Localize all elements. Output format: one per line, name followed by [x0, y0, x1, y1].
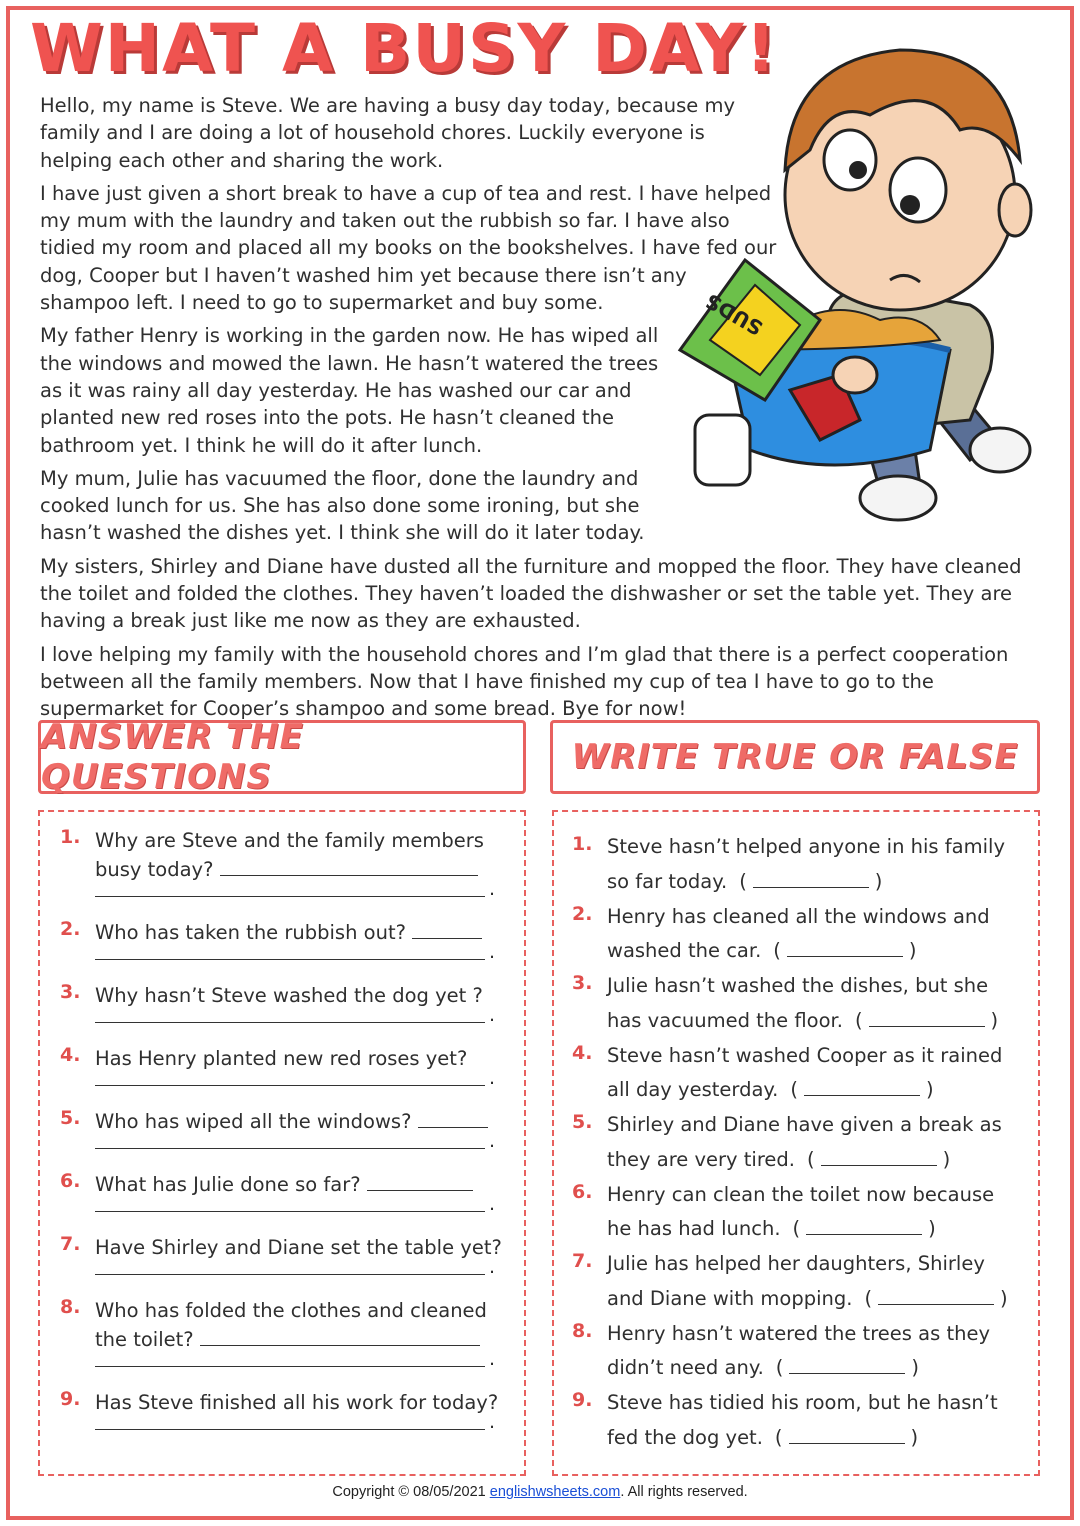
answer-line[interactable]	[95, 947, 485, 960]
answer-blank[interactable]	[220, 857, 478, 876]
tf-number: 9.	[572, 1389, 593, 1411]
question-number: 1.	[60, 826, 81, 848]
question-number: 8.	[60, 1296, 81, 1318]
question-item	[60, 826, 510, 890]
tf-text: Julie has helped her daughters, Shirley and Diane with mopping.	[607, 1252, 985, 1310]
tf-number: 7.	[572, 1250, 593, 1272]
tf-item: 9. Steve has tidied his room, but he hasn’t fed the dog yet. ( )	[572, 1389, 998, 1449]
answer-line[interactable]	[95, 1073, 485, 1086]
story-paragraph: I have just given a short break to have a cup of tea and rest. I have helped my mum with the laundry and taken out the rubbish so far. I have also tidied my room and placed all my books on the bookshelves. I have fed our dog, Cooper but I haven’t washed him yet because there isn’t any shampoo left. I need to go to supermarket and buy some.	[40, 181, 777, 315]
tf-text: Henry can clean the toilet now because he has had lunch.	[607, 1182, 995, 1241]
tf-text: Henry has cleaned all the windows and washed the car.	[607, 904, 990, 963]
question-text: Why are Steve and the family members busy today?	[95, 829, 484, 881]
true-false-header-box	[550, 720, 1040, 794]
website-link[interactable]: englishwsheets.com	[489, 1484, 621, 1500]
true-false-header: WRITE TRUE OR FALSE	[571, 737, 1019, 777]
questions-header-box	[38, 717, 526, 797]
tf-answer-blank[interactable]	[789, 1355, 905, 1374]
question-number: 7.	[60, 1233, 81, 1255]
tf-text: Henry hasn’t watered the trees as they didn’t need any.	[607, 1321, 990, 1380]
tf-text: Shirley and Diane have given a break as they are very tired.	[607, 1113, 1002, 1171]
question-text: What has Julie done so far?	[95, 1173, 361, 1196]
questions-list	[60, 826, 510, 1451]
tf-item: 8. Henry hasn’t watered the trees as they didn’t need any. ( )	[572, 1319, 990, 1380]
page-title: WHAT A BUSY DAY!	[30, 10, 778, 87]
tf-answer-blank[interactable]	[753, 869, 869, 888]
question-number: 6.	[60, 1170, 81, 1192]
question-number: 4.	[60, 1044, 81, 1066]
answer-line[interactable]	[95, 1262, 485, 1275]
question-text: Has Henry planted new red roses yet?	[95, 1047, 468, 1070]
question-item	[60, 1170, 510, 1233]
tf-answer-blank[interactable]	[821, 1147, 937, 1166]
tf-item: 4. Steve hasn’t washed Cooper as it rained all day yesterday. ( )	[572, 1041, 1003, 1102]
tf-item: 1. Steve hasn’t helped anyone in his family so far today. ( )	[572, 833, 1005, 893]
tf-item: 5. Shirley and Diane have given a break as they are very tired. ( )	[572, 1111, 1002, 1171]
question-item	[60, 1233, 510, 1296]
story-paragraph: Hello, my name is Steve. We are having a busy day today, because my family and I are doing a lot of household chores. Luckily everyone is helping each other and sharing the work.	[40, 94, 736, 172]
tf-answer-blank[interactable]	[789, 1425, 905, 1444]
tf-answer-blank[interactable]	[878, 1286, 994, 1305]
answer-blank[interactable]	[412, 920, 482, 939]
tf-answer-blank[interactable]	[806, 1216, 922, 1235]
copyright-text: Copyright © 08/05/2021	[332, 1484, 486, 1500]
tf-text: Steve hasn’t helped anyone in his family so far today.	[607, 835, 1005, 893]
tf-item: 2. Henry has cleaned all the windows and washed the car. ( )	[572, 902, 990, 963]
questions-header: ANSWER THE QUESTIONS	[41, 717, 304, 797]
story-paragraph: My mum, Julie has vacuumed the floor, done the laundry and cooked lunch for us. She has also done some ironing, but she hasn’t washed the dishes yet. I think she will do it later today.	[40, 466, 645, 545]
answer-line[interactable]	[95, 1417, 485, 1430]
tf-answer-blank[interactable]	[787, 938, 903, 957]
tf-number: 6.	[572, 1180, 593, 1203]
tf-number: 4.	[572, 1041, 593, 1064]
tf-item: 7. Julie has helped her daughters, Shirley and Diane with mopping. ( )	[572, 1250, 1008, 1310]
question-text: Have Shirley and Diane set the table yet?	[95, 1236, 502, 1259]
tf-text: Steve has tidied his room, but he hasn’t fed the dog yet.	[607, 1391, 998, 1449]
question-text: Who has wiped all the windows?	[95, 1110, 412, 1133]
question-item	[60, 981, 510, 1044]
tf-number: 3.	[572, 972, 593, 994]
answer-line[interactable]	[95, 1010, 485, 1023]
question-text: Who has folded the clothes and cleaned the toilet?	[95, 1299, 487, 1351]
tf-number: 1.	[572, 833, 593, 855]
answer-line[interactable]	[95, 1136, 485, 1149]
copyright-suffix: . All rights reserved.	[620, 1484, 748, 1500]
copyright-footer	[0, 1484, 1080, 1500]
tf-number: 2.	[572, 902, 593, 925]
true-false-list	[572, 830, 1022, 1456]
answer-blank[interactable]	[200, 1327, 480, 1346]
question-text: Has Steve finished all his work for today?	[95, 1391, 499, 1414]
question-text: Why hasn’t Steve washed the dog yet ?	[95, 984, 483, 1007]
question-number: 5.	[60, 1107, 81, 1129]
answer-blank[interactable]	[367, 1172, 473, 1191]
answer-line[interactable]	[95, 1199, 485, 1212]
question-number: 3.	[60, 981, 81, 1003]
tf-number: 8.	[572, 1319, 593, 1342]
question-number: 2.	[60, 918, 81, 940]
question-number: 9.	[60, 1388, 81, 1410]
tf-text: Julie hasn’t washed the dishes, but she has vacuumed the floor.	[607, 974, 989, 1032]
tf-answer-blank[interactable]	[869, 1008, 985, 1027]
detergent-label: SUDS	[701, 288, 767, 341]
tf-answer-blank[interactable]	[804, 1077, 920, 1096]
answer-line[interactable]	[95, 1354, 485, 1367]
answer-blank[interactable]	[418, 1109, 488, 1128]
question-item	[60, 918, 510, 981]
question-text: Who has taken the rubbish out?	[95, 921, 406, 944]
story-paragraph: I love helping my family with the household chores and I’m glad that there is a perfect cooperation between all the family members. Now that I have finished my cup of tea I have to go to the supermarket for Cooper’s shampoo and some bread. Bye for now!	[40, 642, 1009, 721]
tf-text: Steve hasn’t washed Cooper as it rained all day yesterday.	[607, 1043, 1003, 1102]
answer-line[interactable]	[95, 884, 485, 897]
question-item	[60, 1296, 510, 1388]
reading-passage	[40, 92, 1040, 729]
story-paragraph: My father Henry is working in the garden now. He has wiped all the windows and mowed the lawn. He hasn’t watered the trees as it was rainy all day yesterday. He has washed our car and planted new red roses into the pots. He hasn’t cleaned the bathroom yet. I think he will do it after lunch.	[40, 324, 659, 457]
story-paragraph: My sisters, Shirley and Diane have dusted all the furniture and mopped the floor. They have cleaned the toilet and folded the clothes. They haven’t loaded the dishwasher or set the table yet. They are having a break just like me now as they are exhausted.	[40, 554, 1022, 633]
question-item	[60, 1388, 510, 1451]
question-item	[60, 1044, 510, 1107]
tf-item: 3. Julie hasn’t washed the dishes, but she has vacuumed the floor. ( )	[572, 972, 999, 1032]
tf-item: 6. Henry can clean the toilet now because he has had lunch. ( )	[572, 1180, 995, 1241]
question-item	[60, 1107, 510, 1170]
tf-number: 5.	[572, 1111, 593, 1133]
